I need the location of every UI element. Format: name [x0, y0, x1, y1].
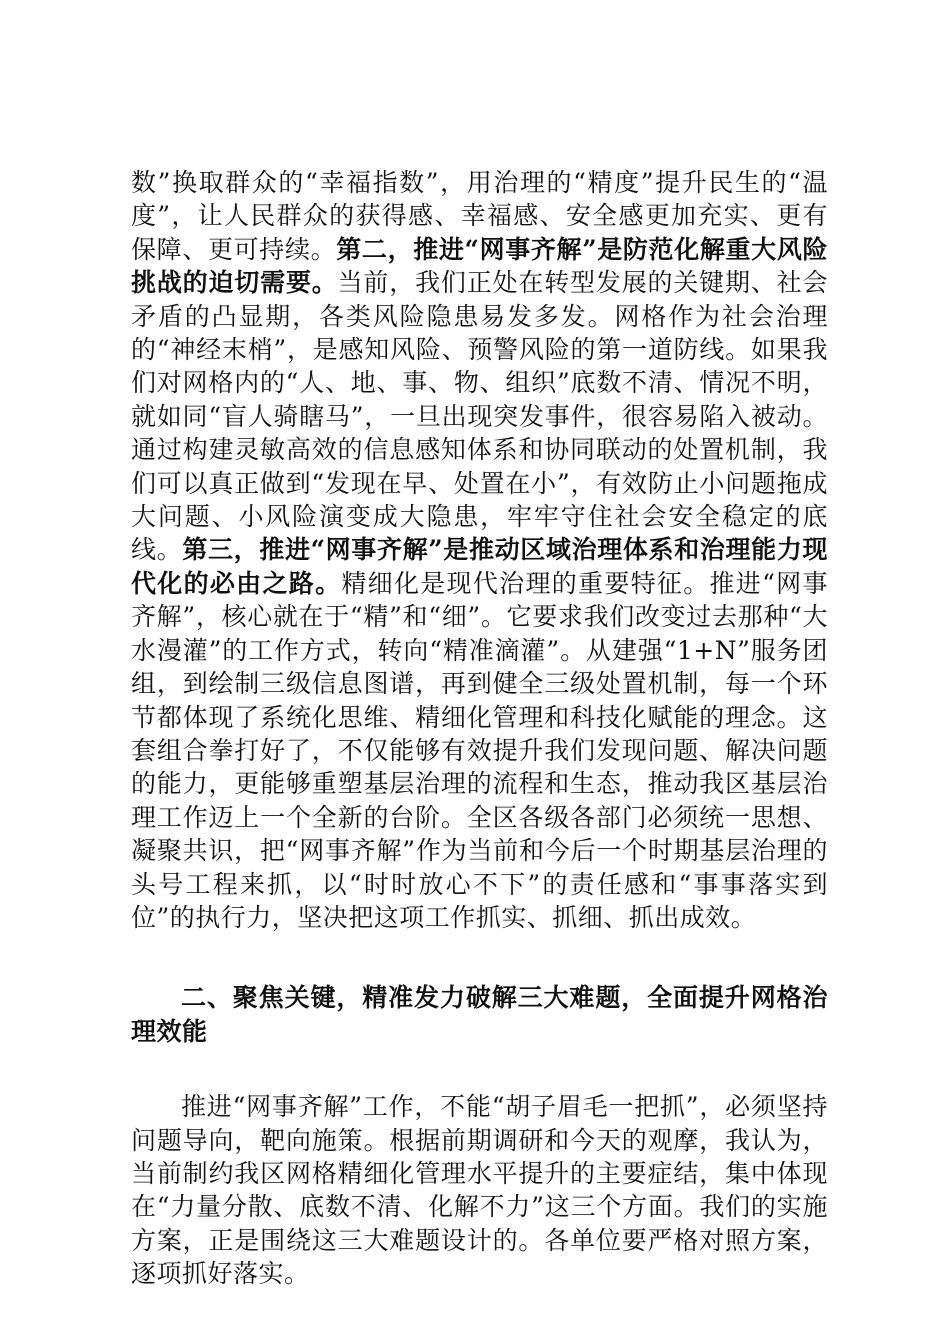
paragraph-text: 精细化是现代治理的重要特征。推进“网事齐解”，核心就在于“精”和“细”。它要求我们改变过去那种“大水漫灌”的工作方式，转向“精准滴灌”。从建强“1+N”服务团组，到绘制三级信息图谱，再到健全三级处置机制，每一个环节都体现了系统化思维、精细化管理和科技化赋能的理念。这套组合拳打好了，不仅能够有效提升我们发现问题、解决问题的能力，更能够重塑基层治理的流程和生态，推动我区基层治理工作迈上一个全新的台阶。全区各级各部门必须统一思想、凝聚共识，把“网事齐解”作为当前和今后一个时期基层治理的头号工程来抓，以“时时放心不下”的责任感和“事事落实到位”的执行力，坚决把这项工作抓实、抓细、抓出成效。: [131, 568, 828, 932]
section-heading: 二、聚焦关键，精准发力破解三大难题，全面提升网格治理效能: [131, 983, 828, 1046]
body-paragraph-2: 推进“网事齐解”工作，不能“胡子眉毛一把抓”，必须坚持问题导向，靶向施策。根据前期调研和今天的观摩，我认为，当前制约我区网格精细化管理水平提升的主要症结，集中体现在“力量分散、底数不清、化解不力”这三个方面。我们的实施方案，正是围绕这三大难题设计的。各单位要严格对照方案，逐项抓好落实。: [131, 1092, 828, 1289]
bold-statement-third: 第三，推进“网事齐解”是推动区域治理体系和治理能力现代化的必由之路。: [131, 535, 828, 598]
body-paragraph-1: [131, 166, 828, 934]
bold-statement-second: 第二，推进“网事齐解”是防范化解重大风险挑战的迫切需要。: [131, 234, 828, 298]
paragraph-text: 当前，我们正处在转型发展的关键期、社会矛盾的凸显期，各类风险隐患易发多发。网格作为社会治理的“神经末梢”，是感知风险、预警风险的第一道防线。如果我们对网格内的“人、地、事、物、组织”底数不清、情况不明，就如同“盲人骑瞎马”，一旦出现突发事件，很容易陷入被动。通过构建灵敏高效的信息感知体系和协同联动的处置机制，我们可以真正做到“发现在早、处置在小”，有效防止小问题拖成大问题、小风险演变成大隐患，牢牢守住社会安全稳定的底线。: [131, 268, 828, 565]
document-page: [131, 166, 828, 1291]
paragraph-text: 数”换取群众的“幸福指数”，用治理的“精度”提升民生的“温度”，让人民群众的获得感、幸福感、安全感更加充实、更有保障、更可持续。: [131, 168, 828, 264]
